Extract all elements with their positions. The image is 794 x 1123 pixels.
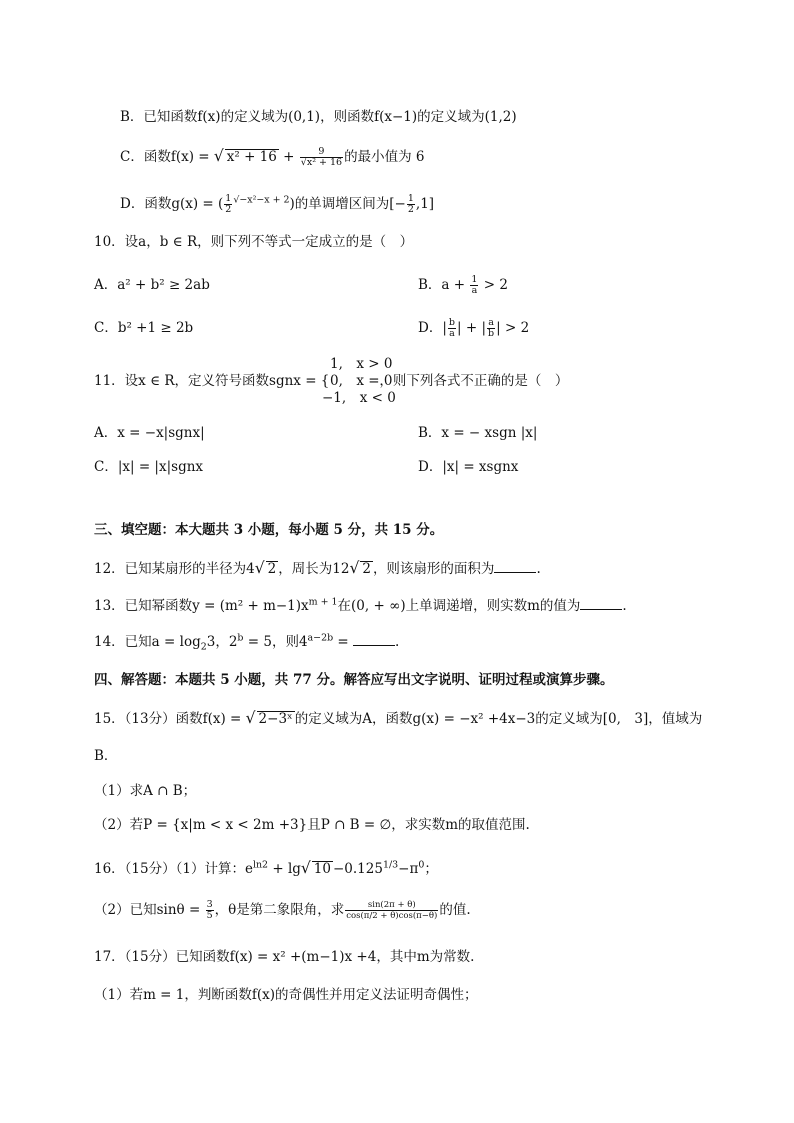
q14 xyxy=(94,632,399,652)
q10b-den: a xyxy=(471,285,478,296)
q10b-num: 1 xyxy=(471,274,478,285)
q10d-plus: + xyxy=(461,320,482,336)
q10d-den2: b xyxy=(488,328,495,339)
section-3-heading: 三、填空题：本大题共 3 小题，每小题 5 分，共 15 分。 xyxy=(94,522,444,538)
q15-part-2: （2）若P = {x|m < x < 2m +3}且P ∩ B = ∅，求实数m的取值范围. xyxy=(94,817,530,833)
q12-radicand-2: 2 xyxy=(362,561,371,577)
q9c-suffix: 的最小值为 6 xyxy=(344,149,425,165)
q10d-suffix: > 2 xyxy=(500,320,530,336)
q16-2-sin-fraction xyxy=(206,900,214,921)
q16-suffix: ； xyxy=(424,861,438,877)
q16-2-trig-num: sin(2π + θ) xyxy=(345,900,438,911)
q16-pi: −π xyxy=(398,861,419,877)
q10d-num2: a xyxy=(488,317,494,328)
q16-2-den: 5 xyxy=(206,910,213,921)
q15-radicand: 2−3ˣ xyxy=(258,711,293,727)
q13-period: . xyxy=(622,598,627,614)
q16-part-2 xyxy=(94,900,471,921)
q16-exponent-zero: 0 xyxy=(418,859,425,871)
q12-middle: ，周长为12 xyxy=(278,561,350,577)
q10b-prefix: B．a + xyxy=(418,277,470,293)
q9d-interval-den: 2 xyxy=(407,204,414,215)
sqrt-sign: √ xyxy=(349,559,360,577)
q13-prefix: 13．已知幂函数y = (m² + m−1)x xyxy=(94,598,309,614)
q16-middle: −0.125 xyxy=(332,861,383,877)
q11-case-negative: −1, x < 0 xyxy=(322,390,396,406)
q15-part-1: （1）求A ∩ B； xyxy=(94,783,197,799)
q16-2-num: 3 xyxy=(206,899,213,910)
q15-prefix: 15．（13分）函数f(x) = xyxy=(94,711,246,727)
q12-prefix: 12．已知某扇形的半径为4 xyxy=(94,561,255,577)
q14-middle: 3，2 xyxy=(206,634,238,650)
q10d-fraction-2 xyxy=(487,318,495,339)
q14-equals: = xyxy=(333,634,354,650)
q10b-suffix: > 2 xyxy=(479,277,508,293)
q9d-end: ,1] xyxy=(415,196,435,212)
q9-option-d xyxy=(120,194,434,215)
q9-option-b: B．已知函数f(x)的定义域为(0,1)，则函数f(x−1)的定义域为(1,2) xyxy=(120,109,517,125)
q9d-half-fraction xyxy=(224,194,232,215)
q10b-fraction xyxy=(470,275,478,296)
q17-part-1: （1）若m = 1，判断函数f(x)的奇偶性并用定义法证明奇偶性； xyxy=(94,987,478,1003)
q15-suffix: 的定义域为A，函数g(x) = −x² +4x−3的定义域为[0, 3]，值域为 xyxy=(294,711,703,727)
q9c-radicand: x² + 16 xyxy=(226,149,277,165)
q9d-half-num: 1 xyxy=(225,193,232,204)
q9c-numerator: 9 xyxy=(300,147,343,158)
q12 xyxy=(94,558,541,579)
q10-option-b xyxy=(418,275,508,296)
q16-lg: + lg xyxy=(268,861,301,877)
q9d-exponent: √−x²−x + 2 xyxy=(233,194,290,206)
q12-period: . xyxy=(536,561,541,577)
sqrt-sign: √ xyxy=(245,709,256,727)
q14-exponent-b: b xyxy=(237,632,244,644)
q11-suffix: ，则下列各式不正确的是（ ） xyxy=(379,373,569,389)
q10-option-c: C．b² +1 ≥ 2b xyxy=(94,320,194,336)
q11-option-d: D．|x| = xsgnx xyxy=(418,459,519,475)
q16-2-prefix: （2）已知sinθ = xyxy=(94,902,205,918)
q10d-num1: b xyxy=(448,317,455,328)
q9d-prefix: D．函数g(x) = ( xyxy=(120,196,224,212)
q13-answer-blank[interactable] xyxy=(580,597,622,610)
q11-case-positive: 1, x > 0 xyxy=(330,356,393,372)
q15 xyxy=(94,708,702,729)
q16-exponent-ln2: ln2 xyxy=(252,859,269,871)
q11-case-zero: 0, x = 0 xyxy=(330,373,393,389)
q9d-half-den: 2 xyxy=(225,204,232,215)
q11-option-b: B．x = − xsgn |x| xyxy=(418,425,538,441)
q14-period: . xyxy=(395,634,400,650)
q16 xyxy=(94,858,438,879)
q9c-denominator: √x² + 16 xyxy=(300,157,343,168)
section-4-heading: 四、解答题：本题共 5 小题，共 77 分。解答应写出文字说明、证明过程或演算步骤。 xyxy=(94,672,614,688)
q12-answer-blank[interactable] xyxy=(494,560,536,573)
q16-2-trig-den: cos(π/2 + θ)cos(π−θ) xyxy=(346,911,438,921)
q9d-interval-fraction xyxy=(407,194,415,215)
q12-suffix: ，则该扇形的面积为 xyxy=(372,561,495,577)
q16-radicand: 10 xyxy=(313,861,331,877)
q15-continuation: B． xyxy=(94,748,118,764)
q10-option-d: D．| $\frac{b}{a}$ | + | $\frac{a}{b}$ | > 2 xyxy=(418,317,530,339)
q16-2-trig-fraction xyxy=(345,900,438,921)
q16-exponent-third: 1/3 xyxy=(382,859,399,871)
q10-stem: 10．设a，b ∈ R，则下列不等式一定成立的是（ ） xyxy=(94,234,414,250)
q9-option-c xyxy=(120,146,424,168)
q14-exponent: a−2b xyxy=(307,632,334,644)
q12-radicand-1: 2 xyxy=(267,561,277,577)
q16-2-middle: ，θ是第二象限角，求 xyxy=(214,902,345,918)
sqrt-sign: √ xyxy=(254,559,265,577)
q13-exponent: m + 1 xyxy=(308,596,338,608)
q11-prefix: 11．设x ∈ R，定义符号函数sgnx = { xyxy=(94,373,330,389)
q17: 17．（15分）已知函数f(x) = x² +(m−1)x +4，其中m为常数. xyxy=(94,949,475,965)
q11-option-a: A．x = −x|sgnx| xyxy=(94,425,205,441)
q10d-den1: a xyxy=(449,328,455,339)
q9c-prefix: C．函数f(x) = xyxy=(120,149,214,165)
q14-log-base: 2 xyxy=(200,641,207,653)
q10d-prefix: D． xyxy=(418,320,443,336)
q10d-fraction-1 xyxy=(448,318,456,339)
q14-answer-blank[interactable] xyxy=(353,633,395,646)
q16-prefix: 16．（15分）（1）计算：e xyxy=(94,861,253,877)
q13-suffix: 在(0, + ∞)上单调递增，则实数m的值为 xyxy=(337,598,581,614)
q14-prefix: 14．已知a = log xyxy=(94,634,201,650)
sqrt-sign: √ xyxy=(300,859,311,877)
q10-option-a: A．a² + b² ≥ 2ab xyxy=(94,277,210,293)
q9c-fraction xyxy=(300,147,343,168)
sqrt-sign: √ xyxy=(213,147,224,165)
q9d-interval-num: 1 xyxy=(407,193,414,204)
q9d-middle: )的单调增区间为[− xyxy=(289,196,406,212)
q16-2-suffix: 的值. xyxy=(439,902,471,918)
q11-option-c: C．|x| = |x|sgnx xyxy=(94,459,204,475)
q9c-plus: + xyxy=(278,149,299,165)
q13 xyxy=(94,596,627,616)
q14-middle-2: = 5，则4 xyxy=(243,634,308,650)
